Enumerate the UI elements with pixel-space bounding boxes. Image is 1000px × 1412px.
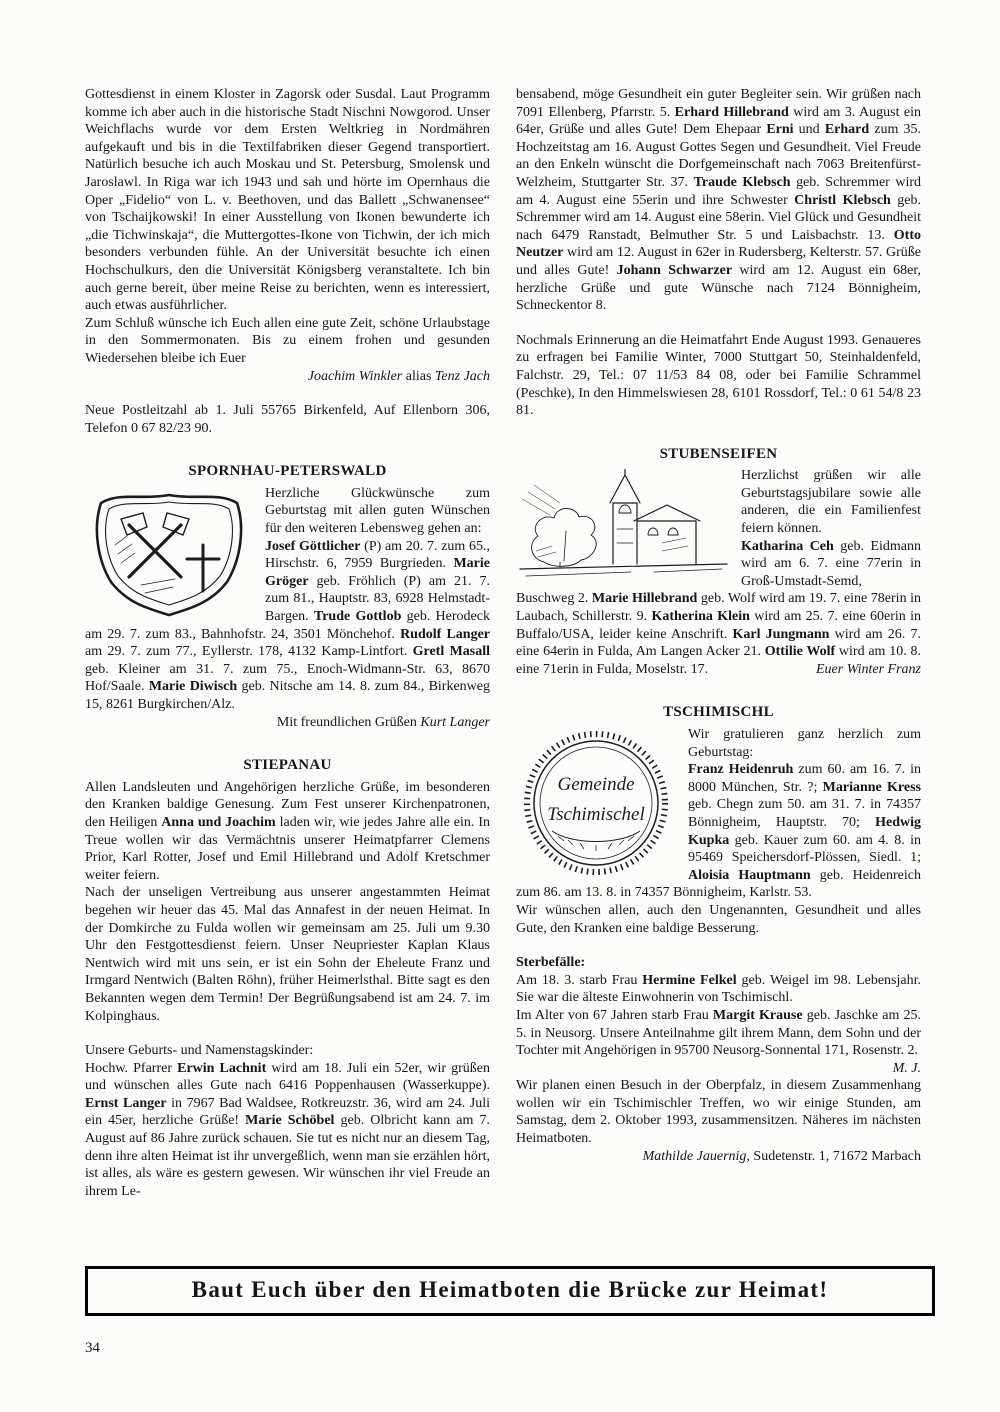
travel-report-farewell: Zum Schluß wünsche ich Euch allen eine gute Zeit, schöne Urlaubstage in den Sommermonaten. Bis zu einem frohen und gesunden Wiedersehen bleibe ich Euer — [85, 315, 490, 366]
stubenseifen-section — [516, 467, 921, 678]
section-heading-stubenseifen: STUBENSEIFEN — [659, 445, 778, 462]
tschimischl-intro: Wir gratulieren ganz herzlich zum Geburtstag: — [688, 727, 921, 760]
section-heading-stiepanau: STIEPANAU — [243, 757, 332, 774]
tschimischl-birthday-list: Franz Heidenruh zum 60. am 16. 7. in 8000 München, Str. ?; Marianne Kress geb. Chegn zum 50. am 31. 7. in 74357 Bönnigheim, Hauptstr. 70; Hedwig Kupka geb. Kauer zum 60. am 4. 8. in 95469 Speichersdorf-Plössen, Siedl. 1; Aloisia Hauptmann geb. Heidenreich zum 86. am 13. 8. in 74357 Bönnigheim, Karlstr. 53. — [516, 762, 921, 901]
stiepanau-birthday-continued: bensabend, möge Gesundheit ein guter Begleiter sein. Wir grüßen nach 7091 Ellenberg, Pfarrstr. 5. Erhard Hillebrand wird am 3. August ein 64er, Grüße und alles Gute! Dem Ehepaar Erni und Erhard zum 35. Hochzeitstag am 16. August Gottes Segen und Gesundheit. Viel Freude an den Enkeln wünscht die Dorfgemeinschaft nach 7063 Breitenfürst-Welzheim, Stuttgarter Str. 37. Traude Klebsch geb. Schremmer wird am 4. August eine 55erin und ihre Schwester Christl Klebsch geb. Schremmer wird am 14. August eine 58erin. Viel Glück und Gesundheit nach 6479 Ranstadt, Belmuther Str. 5 und Laisbachstr. 13. Otto Neutzer wird am 12. August in 62er in Rudersberg, Kelterstr. 57. Grüße und alles Gute! Johann Schwarzer wird am 12. August ein 68er, herzliche Grüße und gute Wünsche nach 7124 Bönnigheim, Schneckentor 8. — [516, 87, 922, 314]
tschimischl-signature: Mathilde Jauernig, Sudetenstr. 1, 71672 Marbach — [642, 1148, 921, 1164]
page-number: 34 — [85, 1340, 100, 1356]
spornhau-section — [85, 485, 490, 731]
village-church-illustration — [516, 469, 731, 587]
obituary-krause: Im Alter von 67 Jahren starb Frau Margit Krause geb. Jaschke am 25. 5. in Neusorg. Unsere Anteilnahme gilt ihrem Mann, dem Sohn und der Tochter mit Angehörigen in 95700 Neusorg-Sonnental 171, Rosenstr. 2. M. J. — [516, 1007, 921, 1076]
stiepanau-annafest: Nach der unseligen Vertreibung aus unserer angestammten Heimat begehen wir heuer das 45. Mal das Annafest in der neuen Heimat. In der Domkirche zu Fulda wollen wir gemeinsam am 25. Juli um 9.30 Uhr den Festgottesdienst feiern. Unser Neupriester Kaplan Klaus Nentwich wird mit uns sein, er ist ein Sohn der Eheleute Franz und Irmgard Nentwich (Balten Röhn), früher Heimerlsthal. Bitte sagt es den Bekannten wegen dem Termin! Der Begrüßungsabend ist am 24. 7. im Kolpinghaus. — [85, 885, 490, 1024]
heimatfahrt-reminder: Nochmals Erinnerung an die Heimatfahrt Ende August 1993. Genaueres zu erfragen bei Familie Winter, 7000 Stuttgart 50, Steinhaldenfeld, Falchstr. 29, Tel.: 07 11/53 84 08, oder bei Familie Schrammel (Peschke), In den Himmelswiesen 28, 6101 Rossdorf, Tel.: 0 61 54/8 23 81. — [516, 332, 921, 419]
seal-text-gemeinde: Gemeinde — [557, 774, 635, 795]
coat-of-arms-illustration — [85, 487, 253, 619]
banner-text: Baut Euch über den Heimatboten die Brücke zur Heimat! — [191, 1277, 829, 1302]
section-heading-tschimischl: TSCHIMISCHL — [663, 704, 774, 721]
stubenseifen-birthday-list: Katharina Ceh geb. Eidmann wird am 6. 7. eine 77erin in Groß-Umstadt-Semd, Buschweg 2. Marie Hillebrand geb. Wolf wird am 19. 7. eine 78erin in Laubach, Schillerstr. 9. Katherina Klein wird am 25. 7. eine 60erin in Buffalo/USA, leider keine Anschrift. Karl Jungmann wird am 26. 7. eine 64erin in Fulda, Am Langen Acker 21. Ottilie Wolf wird am 10. 8. eine 71erin in Fulda, Moselstr. 17. Euer Winter Franz — [516, 538, 922, 677]
seal-text-tschimischel: Tschimischel — [547, 804, 645, 825]
gemeinde-tschimischel-seal — [516, 728, 676, 878]
heimatbote-banner — [85, 1266, 935, 1316]
sterbefaelle-heading: Sterbefälle: — [516, 955, 586, 971]
spornhau-birthday-list: Josef Göttlicher (P) am 20. 7. zum 65., Hirschstr. 6, 7959 Burgrieden. Marie Gröger geb. Fröhlich (P) am 21. 7. zum 81., Hauptstr. 83, 6928 Helmstadt-Bargen. Trude Gottlob geb. Herodeck am 29. 7. zum 83., Bahnhofstr. 24, 3501 Mönchehof. Rudolf Langer am 29. 7. zum 77., Eyllerstr. 178, 4132 Kamp-Lintfort. Gretl Masall geb. Kleiner am 31. 7. zum 75., Enoch-Widmann-Str. 63, 8670 Hof/Saale. Marie Diwisch geb. Nitsche am 14. 8. zum 84., Birkenweg 15, 8261 Burgkirchen/Alz. — [85, 538, 491, 712]
stiepanau-birthdays-label: Unsere Geburts- und Namenstagskinder: — [85, 1043, 314, 1059]
travel-report-signature: Joachim Winkler alias Tenz Jach — [307, 368, 490, 384]
stiepanau-birthday-list: Hochw. Pfarrer Erwin Lachnit wird am 18. Juli ein 52er, wir grüßen und wünschen alles Gute nach 6416 Poppenhausen (Wasserkuppe). Ernst Langer in 7967 Bad Waldsee, Rotkreuzstr. 36, wird am 24. Juli ein 45er, herzliche Grüße! Marie Schöbel geb. Olbricht kann am 7. August auf 86 Jahre zurück schauen. Sie tut es nicht nur an diesem Tag, denn ihre alten Heimat ist ihr unvergeßlich, wenn man sie erzählen hört, ist alles, als wäre es gestern gewesen. Wir wünschen ihr viel Freude an ihrem Le- — [85, 1060, 491, 1199]
stubenseifen-intro: Herzlichst grüßen wir alle Geburtstagsjubilare sowie alle anderen, die ein Familienfest feiern können. — [741, 468, 921, 537]
spornhau-closing: Mit freundlichen Grüßen Kurt Langer — [276, 714, 490, 730]
spornhau-intro: Herzliche Glückwünsche zum Geburtstag mit allen guten Wünschen für den weiteren Lebensweg gehen an: — [265, 485, 490, 537]
stiepanau-greeting: Allen Landsleuten und Angehörigen herzliche Grüße, im besonderen den Kranken baldige Genesung. Zum Fest unserer Kirchenpatronen, den Heiligen Anna und Joachim laden wir, wie jedes Jahre alle ein. In Treue wollen wir das Vermächtnis unserer Heimatpfarrer Clemens Prior, Karl Rotter, Josef und Emil Hillebrand und Adolf Kretschmer weiter feiern. — [85, 779, 490, 883]
section-heading-spornhau-peterswald: SPORNHAU-PETERSWALD — [188, 463, 387, 480]
obituary-felkel: Am 18. 3. starb Frau Hermine Felkel geb. Weigel im 98. Lebensjahr. Sie war die älteste Einwohnerin von Tschimischl. — [516, 972, 921, 1006]
tschimischl-section — [516, 726, 921, 902]
left-column — [85, 86, 490, 1200]
travel-report-text: Gottesdienst in einem Kloster in Zagorsk oder Susdal. Laut Programm komme ich aber auch in die historische Stadt Nischni Nowgorod. Unser Weichflachs wurde vor dem Ersten Weltkrieg in Nordmähren aufgekauft und bis in die Textilfabriken dieser Gegend transportiert. Natürlich besuche ich auch Moskau und St. Petersburg, Smolensk und Jaroslawl. In Riga war ich 1943 und sah und hörte im Opernhaus die Oper „Fidelio“ von L. v. Beethoven, und das Ballett „Schwanensee“ von Tschaijkowski! In einer Ausstellung von Ikonen bewunderte ich „die Tichwinskaja“, die Muttergottes-Ikone von Tichwin, der ich mich besonders verbunden fühle. An der Universität besuchte ich einen Hochschulkurs, den die Universität Königsberg veranstaltete. Ich bin auch gerne bereit, über meine Reise zu berichten, wenn es interessiert, auch etwas ausführlicher. — [85, 87, 490, 314]
text-columns — [85, 86, 921, 1200]
right-column — [516, 86, 921, 1200]
postal-code-note: Neue Postleitzahl ab 1. Juli 55765 Birkenfeld, Auf Ellenborn 306, Telefon 0 67 82/23 90. — [85, 403, 490, 436]
oberpfalz-plan: Wir planen einen Besuch in der Oberpfalz, in diesem Zusammenhang wollen wir ein Tschimischler Treffen, wo wir einige Stunden, am Samstag, dem 2. Oktober 1993, zusammensitzen. Näheres im nächsten Heimatboten. — [516, 1078, 921, 1147]
tschimischl-wishes: Wir wünschen allen, auch den Ungenannten, Gesundheit und alles Gute, den Kranken eine baldige Besserung. — [516, 902, 921, 936]
